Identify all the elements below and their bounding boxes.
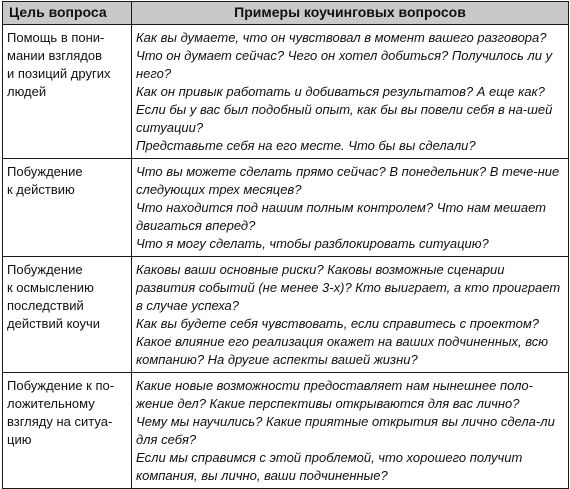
question-text: Какие новые возможности предоставляет нам нынешнее поло-жение дел? Какие перспективы открываются для вас лично? [136,378,533,411]
table-row [3,373,569,489]
goal-text: Помощь в пони- мании взглядов и позиций других людей [7,30,111,99]
question-text: Что вы можете сделать прямо сейчас? В понедельник? В тече-ние следующих трех месяцев? [136,164,560,197]
question-text: Если мы справимся с этой проблемой, что хорошего получит компания, вы лично, ваши подчиненные? [136,450,523,483]
questions-cell [132,25,569,159]
header-goal: Цель вопроса [3,2,132,25]
goal-text: Побуждение к действию [7,164,83,197]
table-row [3,257,569,373]
question-text: Как вы будете себя чувствовать, если справитесь с проектом? [136,316,539,331]
goal-cell [3,25,132,159]
coaching-questions-table [2,1,569,489]
table-row [3,25,569,159]
goal-cell [3,257,132,373]
goal-cell [3,159,132,257]
header-examples: Примеры коучинговых вопросов [132,2,569,25]
question-text: Представьте себя на его месте. Что бы вы сделали? [136,138,476,153]
table-header-row [3,2,569,25]
goal-cell [3,373,132,489]
question-text: Чему мы научились? Какие приятные открытия вы лично сдела-ли для себя? [136,414,555,447]
questions-cell [132,257,569,373]
table-row [3,159,569,257]
question-text: Как вы думаете, что он чувствовал в момент вашего разговора? Что он думает сейчас? Чего он хотел добиться? Получилось ли у него? [136,30,553,81]
question-text: Если бы у вас был подобный опыт, как бы вы повели себя в на-шей ситуации? [136,102,553,135]
questions-cell [132,159,569,257]
question-text: Как он привык работать и добиваться результатов? А еще как? [136,84,545,99]
question-text: Что находится под нашим полным контролем? Что нам мешает двигаться вперед? [136,200,546,233]
question-text: Каковы ваши основные риски? Каковы возможные сценарии развития событий (не менее 3-х)? Кто выиграет, а кто проиграет в случае успеха? [136,262,561,313]
goal-text: Побуждение к по- ложительному взгляду на ситуа- цию [7,378,115,447]
question-text: Что я могу сделать, чтобы разблокировать ситуацию? [136,236,489,251]
question-text: Какое влияние его реализация окажет на ваших подчиненных, всю компанию? На другие аспекты вашей жизни? [136,334,549,367]
coaching-questions-table-wrapper [2,1,568,483]
questions-cell [132,373,569,489]
goal-text: Побуждение к осмыслению последствий действий коучи [7,262,101,331]
